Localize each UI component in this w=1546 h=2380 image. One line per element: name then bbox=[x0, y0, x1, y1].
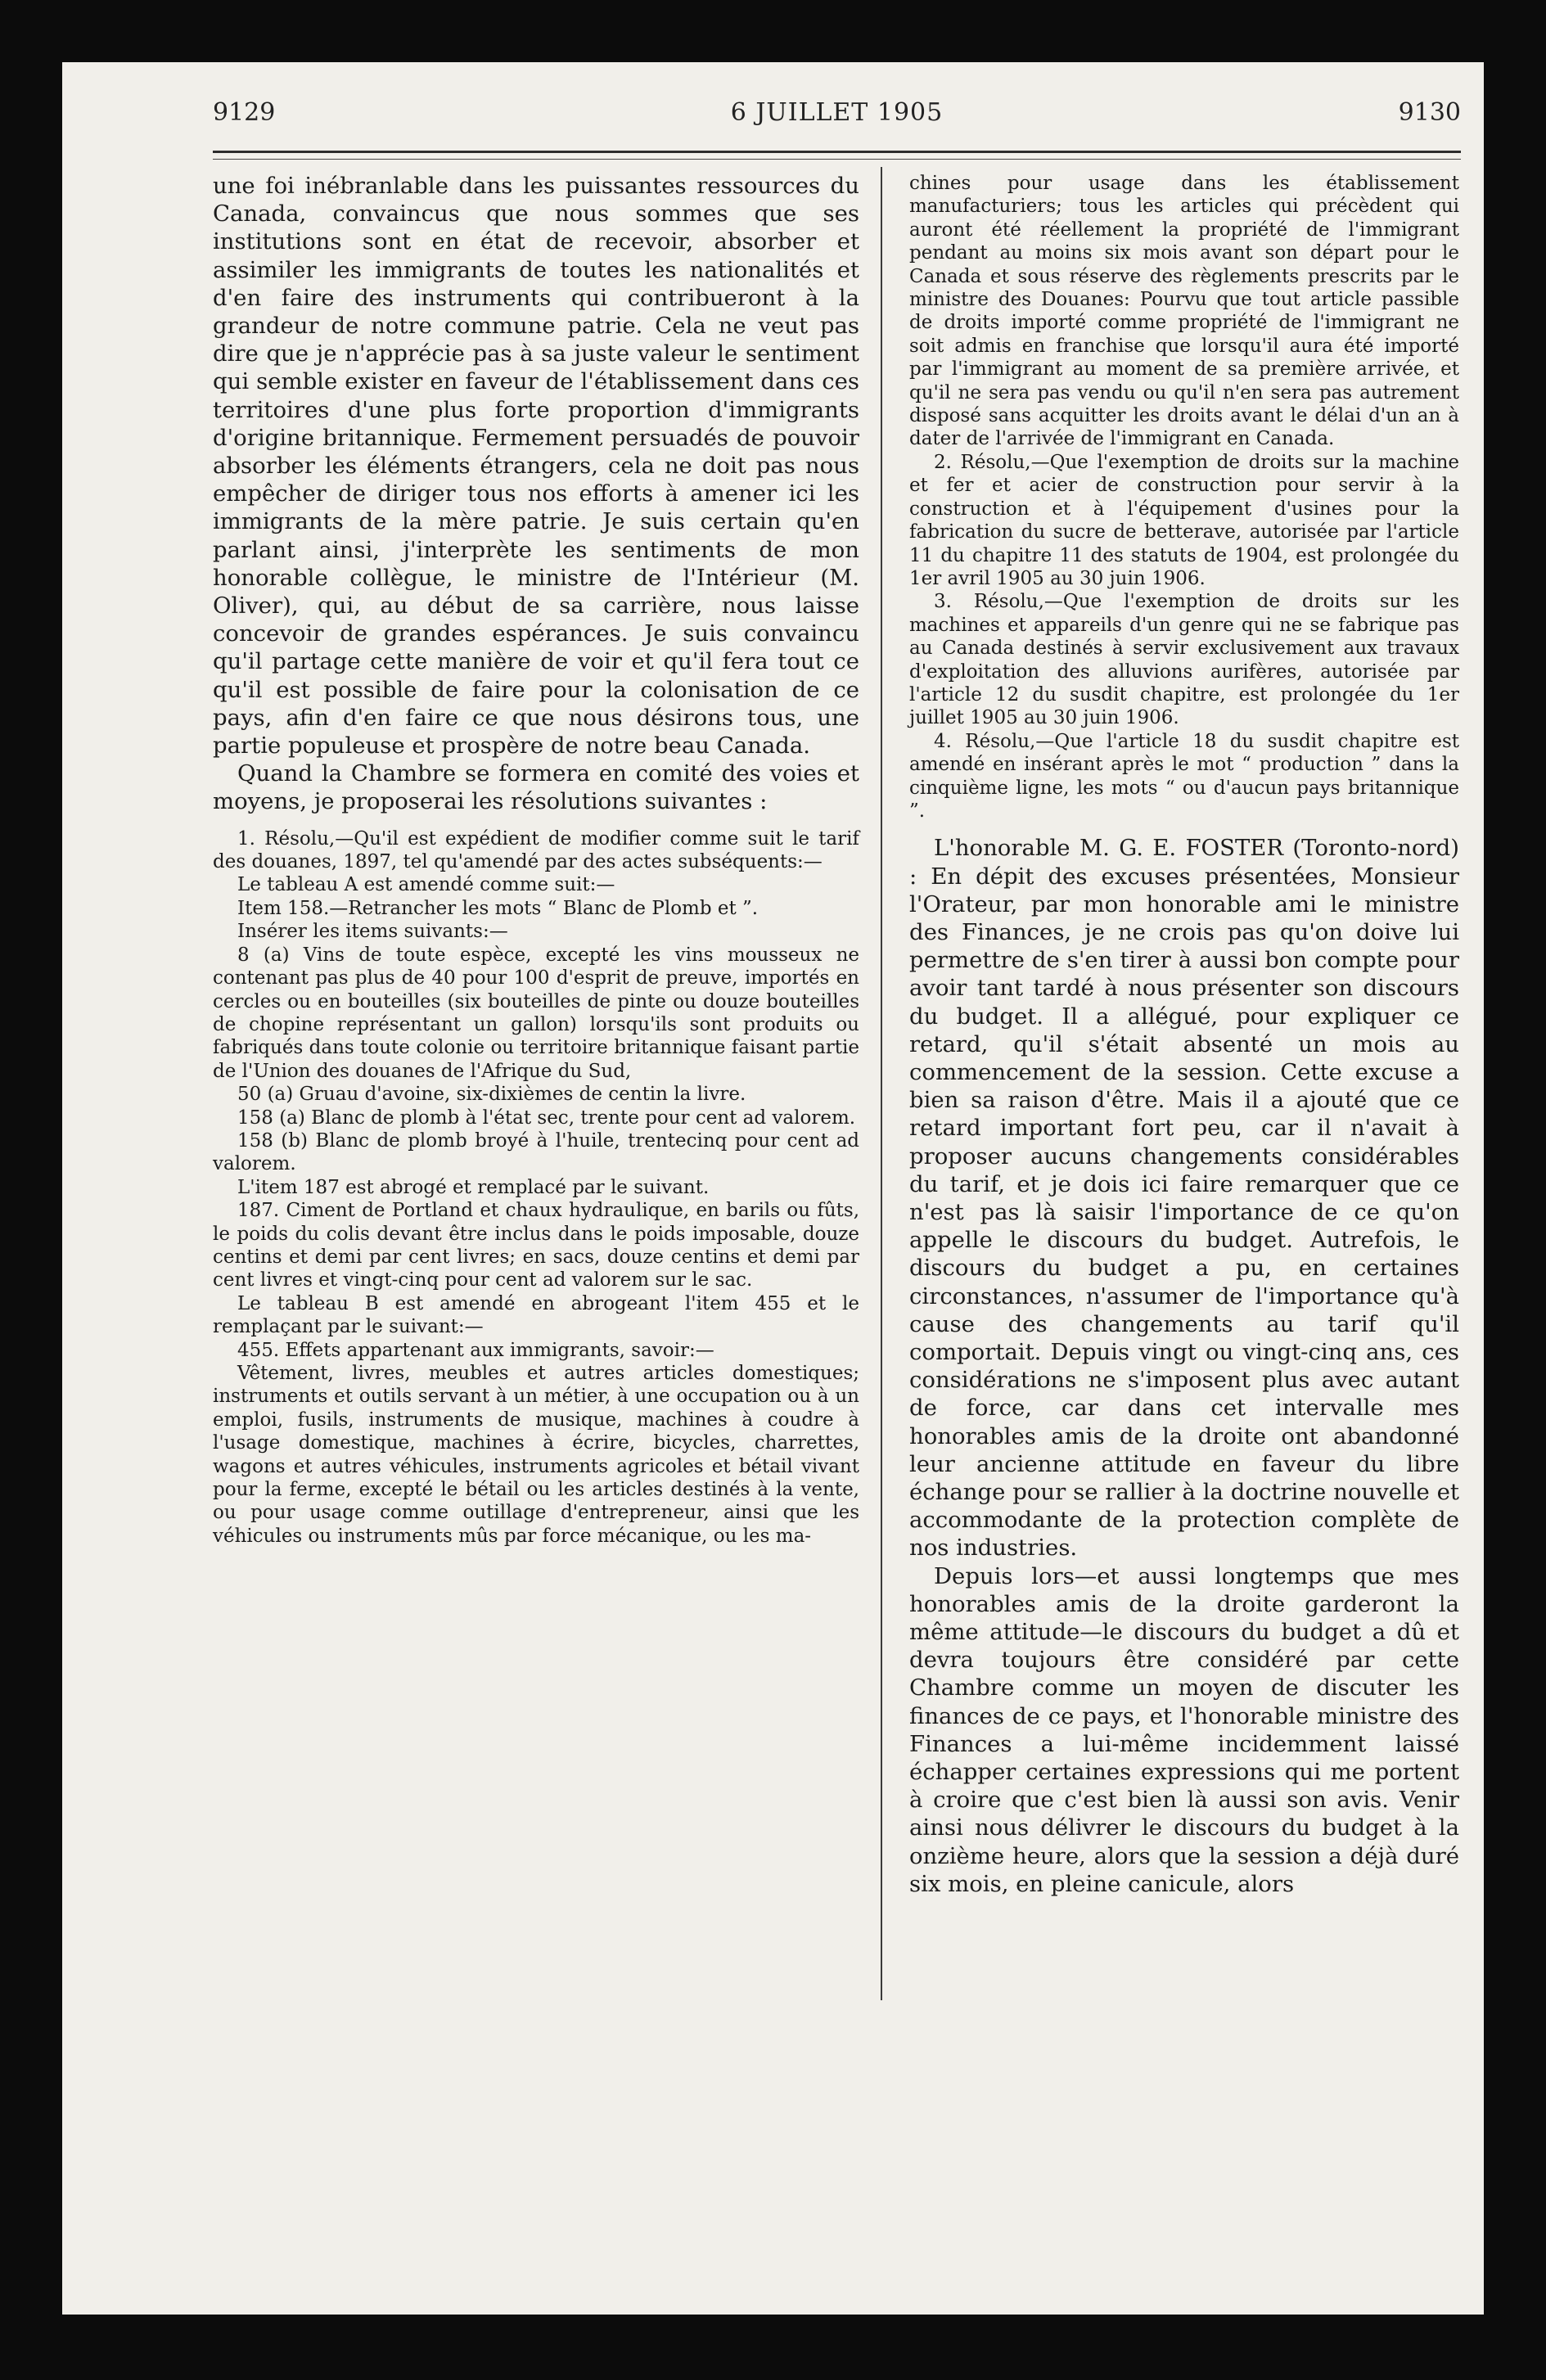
document-page bbox=[62, 62, 1484, 2315]
resolution-paragraph: 50 (a) Gruau d'avoine, six-dixièmes de centin la livre. bbox=[237, 1084, 746, 1106]
header-rule-thin bbox=[213, 159, 1461, 160]
page-header bbox=[213, 98, 1461, 139]
page-date: 6 JUILLET 1905 bbox=[730, 98, 944, 127]
resolution-paragraph: L'item 187 est abrogé et remplacé par le suivant. bbox=[237, 1176, 710, 1198]
right-column bbox=[909, 172, 1459, 1898]
left-column bbox=[213, 172, 859, 1548]
resolution-paragraph: 3. Résolu,—Que l'exemption de droits sur les machines et appareils d'un genre qui ne se fabrique pas au Canada destinés à servir exclusivement aux travaux d'exploitation des alluvions aurifères, autorisée par l'article 12 du susdit chapitre, est prolongée du 1er juillet 1905 au 30 juin 1906. bbox=[909, 591, 1459, 729]
speech-paragraph: Depuis lors—et aussi longtemps que mes honorables amis de la droite garderont la même attitude—le discours du budget a dû et devra toujours être considéré par cette Chambre comme un moyen de discuter les finances de ce pays, et l'honorable ministre des Finances a lui-même incidemment laissé échapper certaines expressions qui me portent à croire que c'est bien là aussi son avis. Venir ainsi nous délivrer le discours du budget à la onzième heure, alors que la session a déjà duré six mois, en pleine canicule, alors bbox=[909, 1562, 1459, 1897]
column-divider bbox=[881, 167, 882, 2000]
page-number-right: 9130 bbox=[1398, 98, 1461, 127]
header-rule bbox=[213, 151, 1461, 153]
resolution-paragraph: 187. Ciment de Portland et chaux hydraulique, en barils ou fûts, le poids du colis devant être inclus dans le poids imposable, douze centins et demi par cent livres; en sacs, douze centins et demi par cent livres et vingt-cinq pour cent ad valorem sur le sac. bbox=[213, 1200, 859, 1291]
page-number-left: 9129 bbox=[213, 98, 276, 127]
resolution-paragraph: Le tableau A est amendé comme suit:— bbox=[237, 874, 615, 896]
resolution-paragraph: 1. Résolu,—Qu'il est expédient de modifier comme suit le tarif des douanes, 1897, tel qu'amendé par des actes subséquents:— bbox=[213, 827, 859, 873]
resolution-paragraph: 158 (b) Blanc de plomb broyé à l'huile, trentecinq pour cent ad valorem. bbox=[213, 1129, 859, 1175]
resolution-paragraph: 455. Effets appartenant aux immigrants, savoir:— bbox=[237, 1339, 714, 1361]
resolution-paragraph: 8 (a) Vins de toute espèce, excepté les vins mousseux ne contenant pas plus de 40 pour 100 d'esprit de preuve, importés en cercles ou en bouteilles (six bouteilles de pinte ou douze bouteilles de chopine représentant un gallon) lorsqu'ils sont produits ou fabriqués dans toute colonie ou territoire britannique faisant partie de l'Union des douanes de l'Afrique du Sud, bbox=[213, 944, 859, 1082]
resolution-paragraph: Le tableau B est amendé en abrogeant l'item 455 et le remplaçant par le suivant:— bbox=[213, 1292, 859, 1338]
resolution-paragraph: chines pour usage dans les établissement manufacturiers; tous les articles qui précèdent qui auront été réellement la propriété de l'immigrant pendant au moins six mois avant son départ pour le Canada et sous réserve des règlements prescrits par le ministre des Douanes: Pourvu que tout article passible de droits importé comme propriété de l'immigrant ne soit admis en franchise que lorsqu'il aura été importé par l'immigrant au moment de sa première arrivée, et qu'il ne sera pas vendu ou qu'il n'en sera pas autrement disposé sans acquitter les droits avant le délai d'un an à dater de l'arrivée de l'immigrant en Canada. bbox=[909, 173, 1459, 450]
resolution-paragraph: 4. Résolu,—Que l'article 18 du susdit chapitre est amendé en insérant après le mot “ production ” dans la cinquième ligne, les mots “ ou d'aucun pays britannique ”. bbox=[909, 730, 1459, 822]
speech-paragraph: L'honorable M. G. E. FOSTER (Toronto-nord) : En dépit des excuses présentées, Monsieur l'Orateur, par mon honorable ami le ministre des Finances, je ne crois pas qu'on doive lui permettre de s'en tirer à aussi bon compte pour avoir tant tardé à nous présenter son discours du budget. Il a allégué, pour expliquer ce retard, qu'il s'était absenté un mois au commencement de la session. Cette excuse a bien sa raison d'être. Mais il a ajouté que ce retard important fort peu, car il n'avait à proposer aucuns changements considérables du tarif, et je dois ici faire remarquer que ce n'est pas là saisir l'importance de ce qu'on appelle le discours du budget. Autrefois, le discours du budget a pu, en certaines circonstances, n'assumer de l'importance qu'à cause des changements au tarif qu'il comportait. Depuis vingt ou vingt-cinq ans, ces considérations ne s'imposent plus avec autant de force, car dans cet intervalle mes honorables amis de la droite ont abandonné leur ancienne attitude en faveur du libre échange pour se rallier à la doctrine nouvelle et accommodante de la protection complète de nos industries. bbox=[909, 835, 1459, 1562]
resolution-paragraph: Item 158.—Retrancher les mots “ Blanc de Plomb et ”. bbox=[237, 897, 759, 919]
speech-paragraph: Quand la Chambre se formera en comité des voies et moyens, je proposerai les résolutions suivantes : bbox=[213, 760, 859, 815]
resolution-paragraph: 2. Résolu,—Que l'exemption de droits sur la machine et fer et acier de construction pour servir à la construction et à l'équipement d'usines pour la fabrication du sucre de betterave, autorisée par l'article 11 du chapitre 11 des statuts de 1904, est prolongée du 1er avril 1905 au 30 juin 1906. bbox=[909, 451, 1459, 589]
resolution-paragraph: 158 (a) Blanc de plomb à l'état sec, trente pour cent ad valorem. bbox=[237, 1107, 856, 1129]
speech-paragraph: une foi inébranlable dans les puissantes ressources du Canada, convaincus que nous sommes que ses institutions sont en état de recevoir, absorber et assimiler les immigrants de toutes les nationalités et d'en faire des instruments qui contribueront à la grandeur de notre commune patrie. Cela ne veut pas dire que je n'apprécie pas à sa juste valeur le sentiment qui semble exister en faveur de l'établissement dans ces territoires d'une plus forte proportion d'immigrants d'origine britannique. Fermement persuadés de pouvoir absorber les éléments étrangers, cela ne doit pas nous empêcher de diriger tous nos efforts à amener ici les immigrants de la mère patrie. Je suis certain qu'en parlant ainsi, j'interprète les sentiments de mon honorable collègue, le ministre de l'Intérieur (M. Oliver), qui, au début de sa carrière, nous laisse concevoir de grandes espérances. Je suis convaincu qu'il partage cette manière de voir et qu'il fera tout ce qu'il est possible de faire pour la colonisation de ce pays, afin d'en faire ce que nous désirons tous, une partie populeuse et prospère de notre beau Canada. bbox=[213, 173, 859, 760]
resolution-paragraph: Vêtement, livres, meubles et autres articles domestiques; instruments et outils servant à un métier, à une occupation ou à un emploi, fusils, instruments de musique, machines à coudre à l'usage domestique, machines à écrire, bicycles, charrettes, wagons et autres véhicules, instruments agricoles et bétail vivant pour la ferme, excepté le bétail ou les articles destinés à la vente, ou pour usage comme outillage d'entrepreneur, ainsi que les véhicules ou instruments mûs par force mécanique, ou les ma- bbox=[213, 1363, 859, 1547]
resolution-paragraph: Insérer les items suivants:— bbox=[237, 921, 508, 943]
